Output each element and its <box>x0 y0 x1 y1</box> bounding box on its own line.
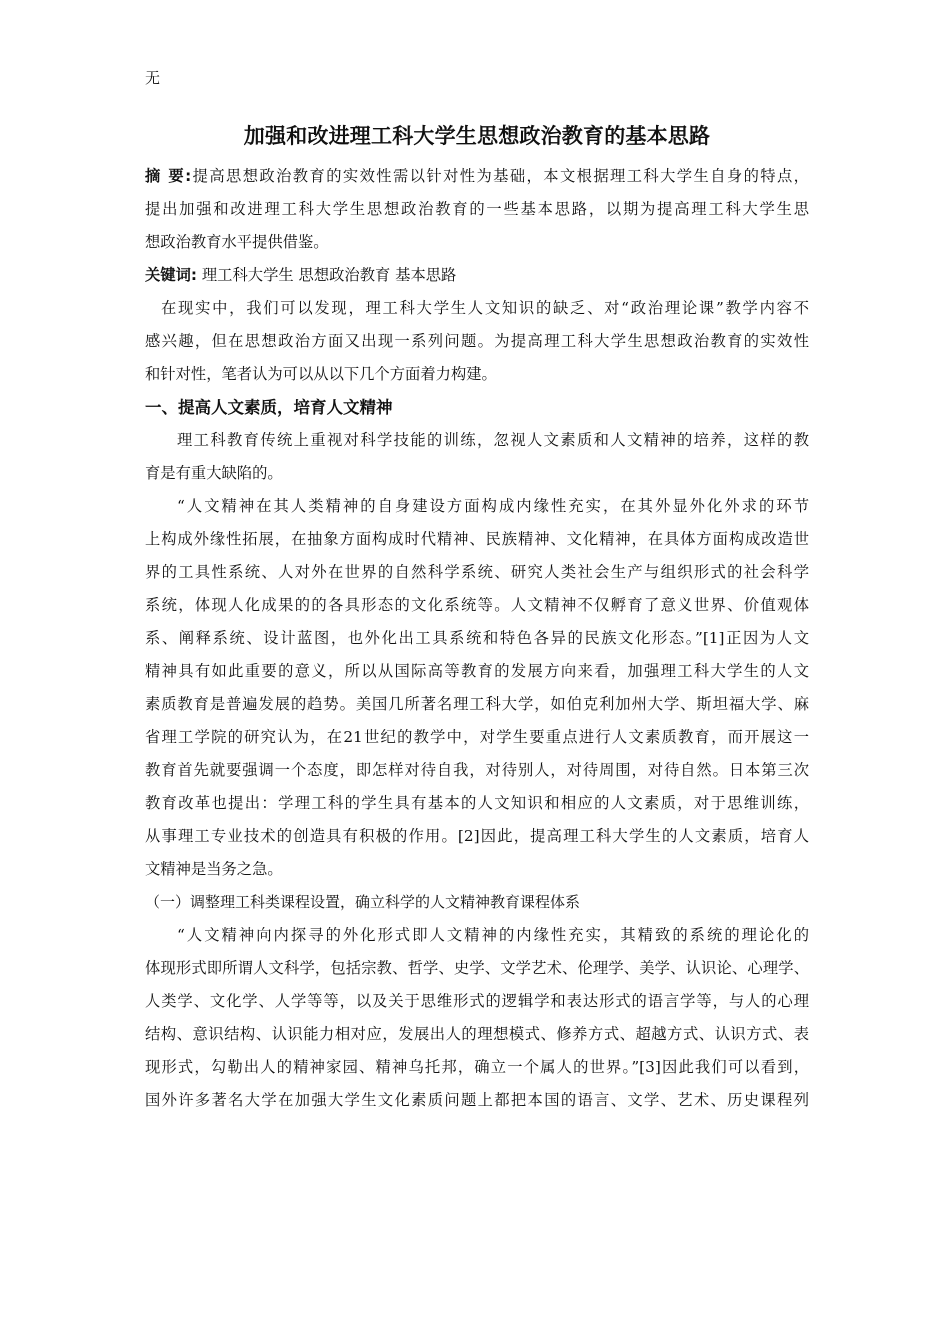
paragraph-line: 系、阐释系统、设计蓝图，也外化出工具系统和特色各异的民族文化形态。”[1]正因为人文 <box>145 629 809 647</box>
keywords-value: 理工科大学生 思想政治教育 基本思路 <box>197 266 457 284</box>
paragraph-line: 理工科教育传统上重视对科学技能的训练，忽视人文素质和人文精神的培养，这样的教 <box>177 431 809 449</box>
paragraph-line: 育是有重大缺陷的。 <box>145 464 283 482</box>
abstract-line <box>145 160 809 193</box>
paragraph-line: 现形式，勾勒出人的精神家园、精神乌托邦，确立一个属人的世界。”[3]因此我们可以看到， <box>145 1058 809 1076</box>
abstract-block <box>145 160 809 259</box>
section-heading: 一、提高人文素质，培育人文精神 <box>145 398 393 417</box>
section1-paragraph-2 <box>145 490 809 886</box>
abstract-text: 提高思想政治教育的实效性需以针对性为基础，本文根据理工科大学生自身的特点， <box>191 167 809 185</box>
paragraph-line: 和针对性，笔者认为可以从以下几个方面着力构建。 <box>145 365 497 383</box>
subsection-paragraph <box>145 919 809 1117</box>
keywords-line <box>145 259 809 292</box>
document-title: 加强和改进理工科大学生思想政治教育的基本思路 <box>243 124 711 148</box>
paragraph-line: “人文精神向内探寻的外化形式即人文精神的内缘性充实，其精致的系统的理论化的 <box>177 926 809 944</box>
paragraph-line: 素质教育是普遍发展的趋势。美国几所著名理工科大学，如伯克利加州大学、斯坦福大学、麻 <box>145 695 809 713</box>
paragraph-line: 结构、意识结构、认识能力相对应，发展出人的理想模式、修养方式、超越方式、认识方式、表 <box>145 1025 809 1043</box>
abstract-line: 想政治教育水平提供借鉴。 <box>145 233 329 251</box>
paragraph-line: 教育改革也提出：学理工科的学生具有基本的人文知识和相应的人文素质，对于思维训练， <box>145 794 809 812</box>
paragraph-line: 人类学、文化学、人学等等，以及关于思维形式的逻辑学和表达形式的语言学等，与人的心理 <box>145 992 809 1010</box>
document-body <box>145 160 809 1117</box>
abstract-label: 摘 要: <box>145 167 192 185</box>
paragraph-line: 国外许多著名大学在加强大学生文化素质问题上都把本国的语言、文学、艺术、历史课程列 <box>145 1091 809 1109</box>
header-mark: 无 <box>145 69 161 87</box>
paragraph-line: 在现实中，我们可以发现，理工科大学生人文知识的缺乏、对“政治理论课”教学内容不 <box>161 299 809 317</box>
paragraph-line: 界的工具性系统、人对外在世界的自然科学系统、研究人类社会生产与组织形式的社会科学 <box>145 563 809 581</box>
paragraph-line: 文精神是当务之急。 <box>145 860 283 878</box>
paragraph-line: 感兴趣，但在思想政治方面又出现一系列问题。为提高理工科大学生思想政治教育的实效性 <box>145 332 809 350</box>
subsection-heading: （一）调整理工科类课程设置，确立科学的人文精神教育课程体系 <box>145 893 581 911</box>
paragraph-line: 体现形式即所谓人文科学，包括宗教、哲学、史学、文学艺术、伦理学、美学、认识论、心理学、 <box>145 959 809 977</box>
intro-paragraph <box>145 292 809 391</box>
abstract-line: 提出加强和改进理工科大学生思想政治教育的一些基本思路，以期为提高理工科大学生思 <box>145 200 809 218</box>
paragraph-line: 上构成外缘性拓展，在抽象方面构成时代精神、民族精神、文化精神，在具体方面构成改造世 <box>145 530 809 548</box>
paragraph-line: 精神具有如此重要的意义，所以从国际高等教育的发展方向来看，加强理工科大学生的人文 <box>145 662 809 680</box>
section1-paragraph-1 <box>145 424 809 490</box>
paragraph-line: 系统，体现人化成果的的各具形态的文化系统等。人文精神不仅孵育了意义世界、价值观体 <box>145 596 809 614</box>
paragraph-line: 教育首先就要强调一个态度，即怎样对待自我，对待别人，对待周围，对待自然。日本第三次 <box>145 761 809 779</box>
paragraph-line: 从事理工专业技术的创造具有积极的作用。[2]因此，提高理工科大学生的人文素质，培育人 <box>145 827 809 845</box>
keywords-label: 关键词: <box>145 266 198 284</box>
paragraph-line: 省理工学院的研究认为，在21世纪的教学中，对学生要重点进行人文素质教育，而开展这一 <box>145 728 809 746</box>
paragraph-line: “人文精神在其人类精神的自身建设方面构成内缘性充实，在其外显外化外求的环节 <box>177 497 809 515</box>
